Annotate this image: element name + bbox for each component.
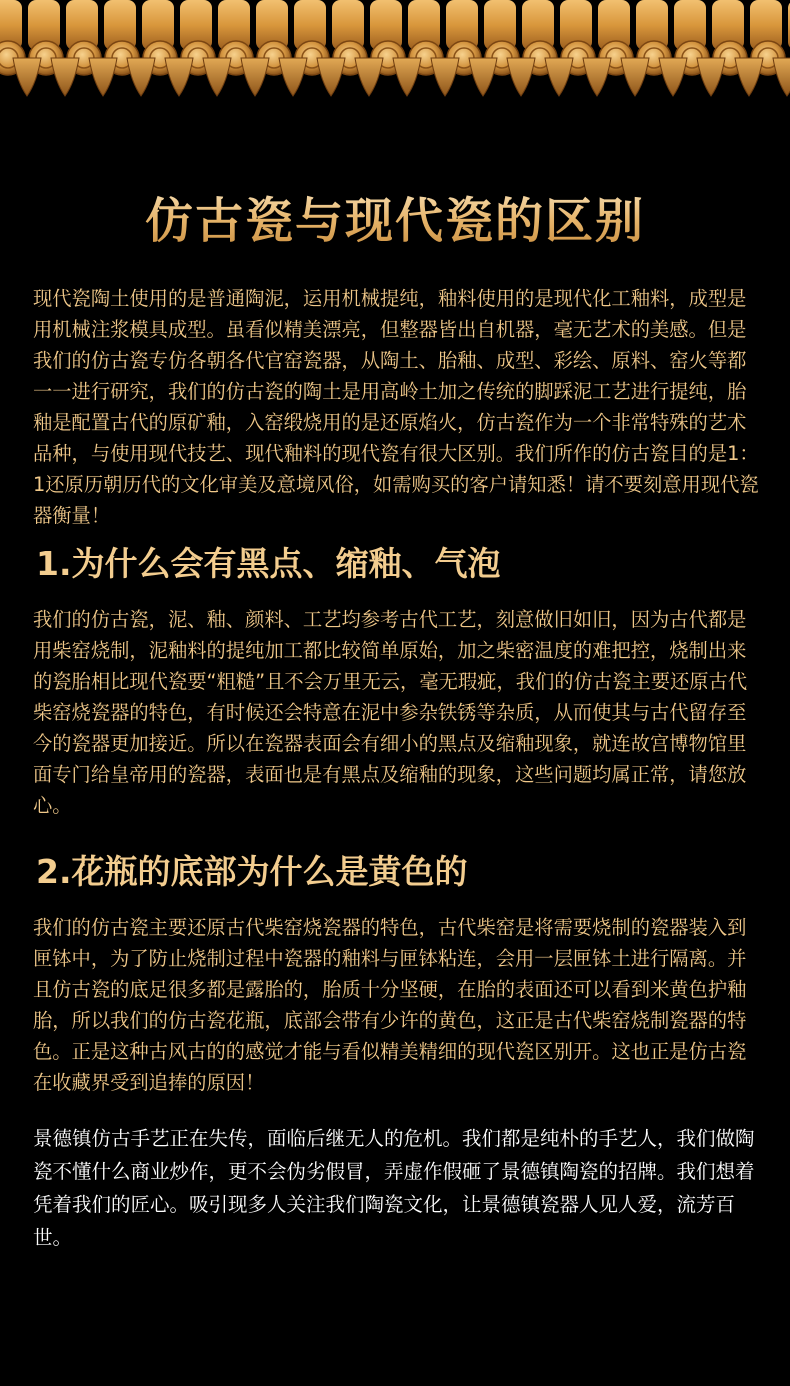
section-1-heading: 1.为什么会有黑点、缩釉、气泡 [36, 544, 501, 583]
roof-tiles-banner [0, 0, 790, 105]
page-title: 仿古瓷与现代瓷的区别 [0, 182, 790, 251]
section-2-heading: 2.花瓶的底部为什么是黄色的 [36, 852, 468, 891]
closing-paragraph: 景德镇仿古手艺正在失传，面临后继无人的危机。我们都是纯朴的手艺人，我们做陶瓷不懂什么商业炒作，更不会伪劣假冒，弄虚作假砸了景德镇陶瓷的招牌。我们想着凭着我们的匠心。吸引现多人关注我们陶瓷文化，让景德镇瓷器人见人爱，流芳百世。 [33, 1127, 755, 1249]
roof-tiles-icon [0, 0, 790, 105]
section-1-paragraph: 我们的仿古瓷，泥、釉、颜料、工艺均参考古代工艺，刻意做旧如旧，因为古代都是用柴窑烧制，泥釉料的提纯加工都比较简单原始，加之柴密温度的难把控，烧制出来的瓷胎相比现代瓷要“粗糙”且不会万里无云，毫无瑕疵，我们的仿古瓷主要还原古代柴窑烧瓷器的特色，有时候还会特意在泥中参杂铁锈等杂质，从而使其与古代留存至今的瓷器更加接近。所以在瓷器表面会有细小的黑点及缩釉现象，就连故宫博物馆里面专门给皇帝用的瓷器，表面也是有黑点及缩釉的现象，这些问题均属正常，请您放心。 [33, 608, 748, 817]
intro-paragraph: 现代瓷陶土使用的是普通陶泥，运用机械提纯，釉料使用的是现代化工釉料，成型是用机械注浆模具成型。虽看似精美漂亮，但整器皆出自机器，毫无艺术的美感。但是我们的仿古瓷专仿各朝各代官窑瓷器，从陶土、胎釉、成型、彩绘、原料、窑火等都一一进行研究，我们的仿古瓷的陶土是用高岭土加之传统的脚踩泥工艺进行提纯，胎釉是配置古代的原矿釉，入窑缎烧用的是还原焰火，仿古瓷作为一个非常特殊的艺术品种，与使用现代技艺、现代釉料的现代瓷有很大区别。我们所作的仿古瓷目的是1：1还原历朝历代的文化审美及意境风俗，如需购买的客户请知悉！请不要刻意用现代瓷器衡量！ [33, 287, 759, 527]
section-2-paragraph: 我们的仿古瓷主要还原古代柴窑烧瓷器的特色，古代柴窑是将需要烧制的瓷器装入到匣钵中，为了防止烧制过程中瓷器的釉料与匣钵粘连，会用一层匣钵土进行隔离。并且仿古瓷的底足很多都是露胎的，胎质十分坚硬，在胎的表面还可以看到米黄色护釉胎，所以我们的仿古瓷花瓶，底部会带有少许的黄色，这正是古代柴窑烧制瓷器的特色。正是这种古风古的的感觉才能与看似精美精细的现代瓷区别开。这也正是仿古瓷在收藏界受到追捧的原因！ [33, 916, 747, 1094]
